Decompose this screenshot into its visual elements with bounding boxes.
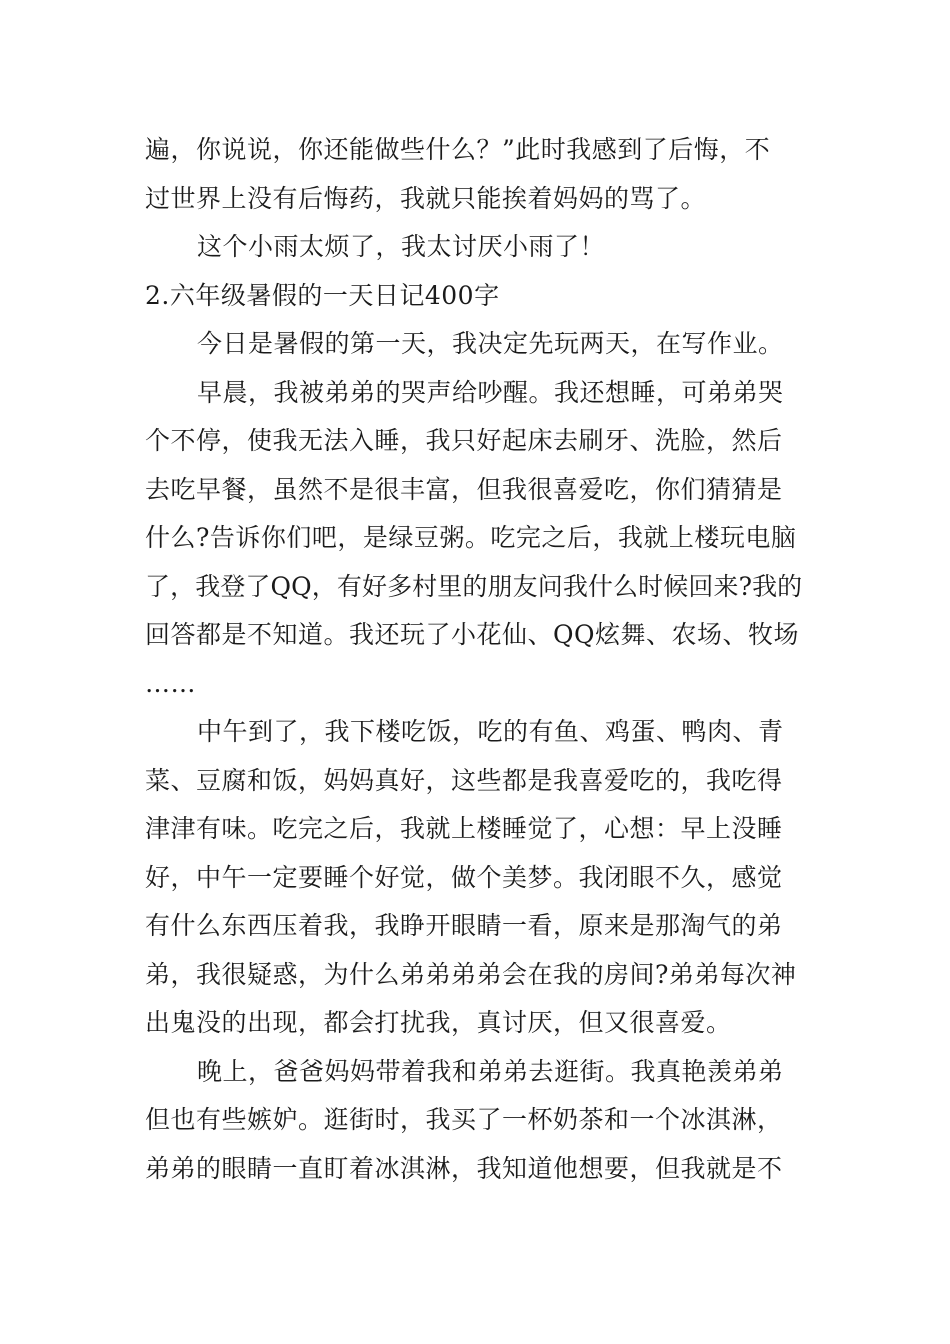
text-line: 早晨，我被弟弟的哭声给吵醒。我还想睡，可弟弟哭 [197, 377, 784, 407]
text-line: 什么?告诉你们吧，是绿豆粥。吃完之后，我就上楼玩电脑 [145, 523, 797, 552]
text-line: 出鬼没的出现，都会打扰我，真讨厌，但又很喜爱。 [145, 1008, 732, 1037]
text-line: 了，我登了QQ，有好多村里的朋友问我什么时候回来?我的 [145, 571, 803, 601]
text-line: 过世界上没有后悔药，我就只能挨着妈妈的骂了。 [145, 183, 707, 213]
text-line: 今日是暑假的第一天，我决定先玩两天，在写作业。 [197, 329, 784, 358]
text-line: 晚上，爸爸妈妈带着我和弟弟去逛街。我真艳羡弟弟 [197, 1056, 784, 1086]
document-body [145, 126, 805, 1193]
text-line: …… [145, 668, 196, 698]
text-line: 个不停，使我无法入睡，我只好起床去刷牙、洗脸，然后 [145, 426, 783, 455]
text-line: 中午到了，我下楼吃饭，吃的有鱼、鸡蛋、鸭肉、青 [197, 717, 784, 746]
text-line: 菜、豆腐和饭，妈妈真好，这些都是我喜爱吃的，我吃得 [145, 765, 783, 795]
section-heading: 2.六年级暑假的一天日记400字 [145, 280, 500, 310]
text-line: 回答都是不知道。我还玩了小花仙、QQ炫舞、农场、牧场 [145, 620, 799, 649]
text-line: 好，中午一定要睡个好觉，做个美梦。我闭眼不久，感觉 [145, 862, 783, 892]
text-line: 津津有味。吃完之后，我就上楼睡觉了，心想：早上没睡 [145, 814, 783, 843]
text-line: 去吃早餐，虽然不是很丰富，但我很喜爱吃，你们猜猜是 [145, 474, 783, 504]
text-line: 这个小雨太烦了，我太讨厌小雨了！ [197, 232, 606, 261]
text-line: 有什么东西压着我，我睁开眼睛一看，原来是那淘气的弟 [145, 911, 783, 940]
text-line: 弟弟的眼睛一直盯着冰淇淋，我知道他想要，但我就是不 [145, 1153, 783, 1183]
text-line: 遍，你说说，你还能做些什么？”此时我感到了后悔，不 [145, 135, 771, 164]
text-line: 弟，我很疑惑，为什么弟弟弟弟会在我的房间?弟弟每次神 [145, 959, 797, 989]
text-line: 但也有些嫉妒。逛街时，我买了一杯奶茶和一个冰淇淋， [145, 1105, 783, 1134]
